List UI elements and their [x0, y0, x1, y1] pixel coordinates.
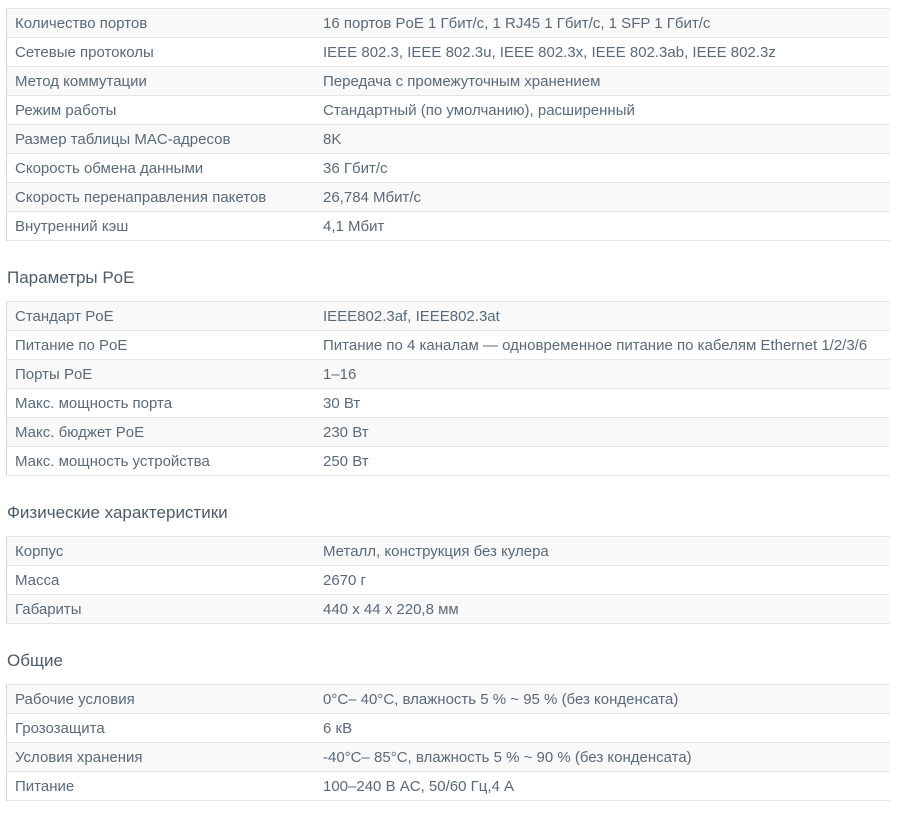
spec-row — [7, 212, 890, 241]
spec-row — [7, 537, 890, 566]
spec-label: Питание — [15, 777, 75, 795]
spec-label: Рабочие условия — [15, 690, 135, 708]
spec-label: Корпус — [15, 542, 64, 560]
section-heading: Физические характеристики — [7, 503, 228, 522]
spec-row — [7, 418, 890, 447]
spec-section — [6, 501, 890, 624]
spec-value: 440 x 44 x 220,8 мм — [323, 600, 459, 618]
spec-row — [7, 183, 890, 212]
spec-row — [7, 67, 890, 96]
spec-label: Макс. бюджет PoE — [15, 423, 145, 441]
spec-value: 4,1 Мбит — [323, 217, 385, 235]
spec-value: Питание по 4 каналам — одновременное питание по кабелям Ethernet 1/2/3/6 — [323, 336, 868, 354]
spec-label: Количество портов — [15, 14, 148, 32]
spec-table — [6, 536, 890, 624]
spec-value: 100–240 В AC, 50/60 Гц,4 А — [323, 777, 515, 795]
spec-label: Стандарт PoE — [15, 307, 114, 325]
spec-row — [7, 125, 890, 154]
spec-label: Макс. мощность устройства — [15, 452, 210, 470]
spec-row — [7, 302, 890, 331]
spec-row — [7, 154, 890, 183]
spec-label: Внутренний кэш — [15, 217, 129, 235]
spec-section — [6, 266, 890, 476]
spec-row — [7, 360, 890, 389]
spec-row — [7, 714, 890, 743]
spec-label: Масса — [15, 571, 60, 589]
spec-value: IEEE 802.3, IEEE 802.3u, IEEE 802.3x, IEEE 802.3ab, IEEE 802.3z — [323, 43, 776, 61]
spec-table — [6, 301, 890, 476]
spec-label: Скорость обмена данными — [15, 159, 204, 177]
spec-value: 26,784 Мбит/с — [323, 188, 422, 206]
spec-value: 2670 г — [323, 571, 367, 589]
spec-label: Макс. мощность порта — [15, 394, 173, 412]
spec-label: Размер таблицы MAC-адресов — [15, 130, 231, 148]
spec-value: 30 Вт — [323, 394, 361, 412]
spec-row — [7, 38, 890, 67]
spec-value: Стандартный (по умолчанию), расширенный — [323, 101, 635, 119]
spec-label: Грозозащита — [15, 719, 105, 737]
spec-value: 8K — [323, 130, 342, 148]
spec-value: IEEE802.3af, IEEE802.3at — [323, 307, 500, 325]
spec-value: 0°C– 40°C, влажность 5 % ~ 95 % (без конденсата) — [323, 690, 679, 708]
spec-value: -40°C– 85°C, влажность 5 % ~ 90 % (без конденсата) — [323, 748, 692, 766]
section-heading: Параметры PoE — [7, 268, 135, 287]
spec-value: 16 портов PoE 1 Гбит/с, 1 RJ45 1 Гбит/с, 1 SFP 1 Гбит/с — [323, 14, 711, 32]
spec-label: Габариты — [15, 600, 82, 618]
spec-label: Порты PoE — [15, 365, 93, 383]
spec-label: Условия хранения — [15, 748, 143, 766]
spec-value: Металл, конструкция без кулера — [323, 542, 549, 560]
spec-row — [7, 566, 890, 595]
spec-value: 6 кВ — [323, 719, 353, 737]
spec-value: Передача с промежуточным хранением — [323, 72, 601, 90]
spec-table — [6, 8, 890, 241]
spec-row — [7, 772, 890, 801]
spec-label: Скорость перенаправления пакетов — [15, 188, 267, 206]
spec-value: 1–16 — [323, 365, 357, 383]
spec-label: Режим работы — [15, 101, 117, 119]
spec-section — [6, 649, 890, 801]
spec-row — [7, 595, 890, 624]
spec-row — [7, 96, 890, 125]
spec-label: Сетевые протоколы — [15, 43, 154, 61]
spec-table — [6, 684, 890, 801]
section-heading: Общие — [7, 651, 63, 670]
spec-row — [7, 743, 890, 772]
spec-label: Метод коммутации — [15, 72, 147, 90]
spec-row — [7, 389, 890, 418]
spec-value: 230 Вт — [323, 423, 369, 441]
spec-section — [6, 8, 890, 241]
spec-value: 250 Вт — [323, 452, 369, 470]
spec-value: 36 Гбит/с — [323, 159, 388, 177]
spec-row — [7, 447, 890, 476]
spec-row — [7, 331, 890, 360]
spec-label: Питание по PoE — [15, 336, 128, 354]
spec-row — [7, 685, 890, 714]
spec-row — [7, 9, 890, 38]
